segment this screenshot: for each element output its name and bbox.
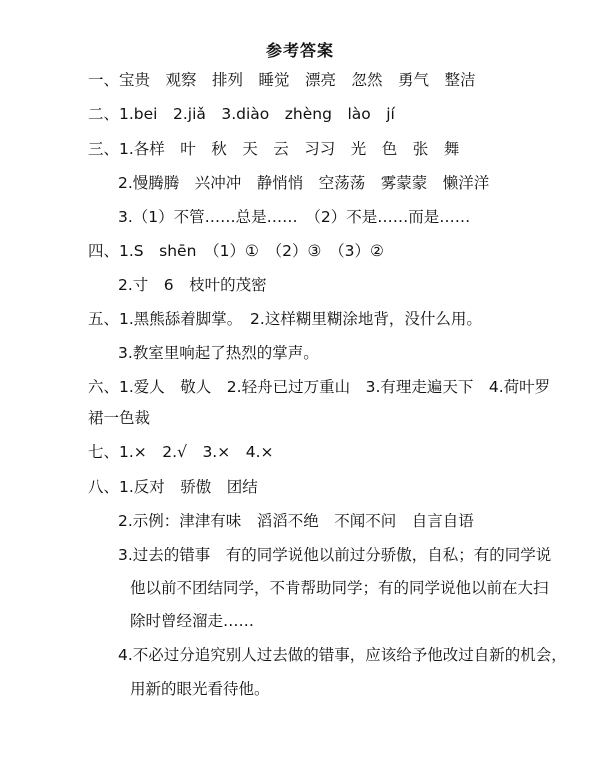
answer-line-q4-1: 四、1.S shēn （1）① （2）③ （3）② <box>88 242 384 260</box>
answer-line-q2: 二、1.bei 2.jiǎ 3.diào zhèng lào jí <box>88 105 395 123</box>
answer-line-q5-1: 五、1.黑熊舔着脚掌。 2.这样糊里糊涂地背，没什么用。 <box>88 310 482 328</box>
answer-line-q5-2: 3.教室里响起了热烈的掌声。 <box>118 344 319 362</box>
answer-line-q8-2: 2.示例：津津有味 滔滔不绝 不闻不问 自言自语 <box>118 512 474 530</box>
answer-line-q3-2: 2.慢腾腾 兴冲冲 静悄悄 空荡荡 雾蒙蒙 懒洋洋 <box>118 174 490 192</box>
answer-line-q1: 一、宝贵 观察 排列 睡觉 漂亮 忽然 勇气 整洁 <box>88 71 476 89</box>
answer-line-q8-4a: 4.不必过分追究别人过去做的错事，应该给予他改过自新的机会， <box>118 646 567 664</box>
page-title: 参考答案 <box>265 41 334 60</box>
answer-line-q4-2: 2.寸 6 枝叶的茂密 <box>118 276 267 294</box>
answer-line-q6-1: 六、1.爱人 敬人 2.轻舟已过万重山 3.有理走遍天下 4.荷叶罗 <box>88 378 551 396</box>
answer-line-q6-2: 裙一色裁 <box>88 409 151 427</box>
answer-line-q8-1: 八、1.反对 骄傲 团结 <box>88 478 258 496</box>
answer-line-q8-3b: 他以前不团结同学，不肯帮助同学；有的同学说他以前在大扫 <box>130 579 549 597</box>
answer-line-q8-3a: 3.过去的错事 有的同学说他以前过分骄傲，自私；有的同学说 <box>118 546 552 564</box>
answer-line-q8-4b: 用新的眼光看待他。 <box>130 680 270 698</box>
answer-line-q3-3: 3.（1）不管……总是…… （2）不是……而是…… <box>118 208 471 226</box>
answer-line-q8-3c: 除时曾经溜走…… <box>130 612 255 630</box>
answer-line-q3-1: 三、1.各样 叶 秋 天 云 习习 光 色 张 舞 <box>88 140 460 158</box>
answer-line-q7: 七、1.× 2.√ 3.× 4.× <box>88 443 274 461</box>
